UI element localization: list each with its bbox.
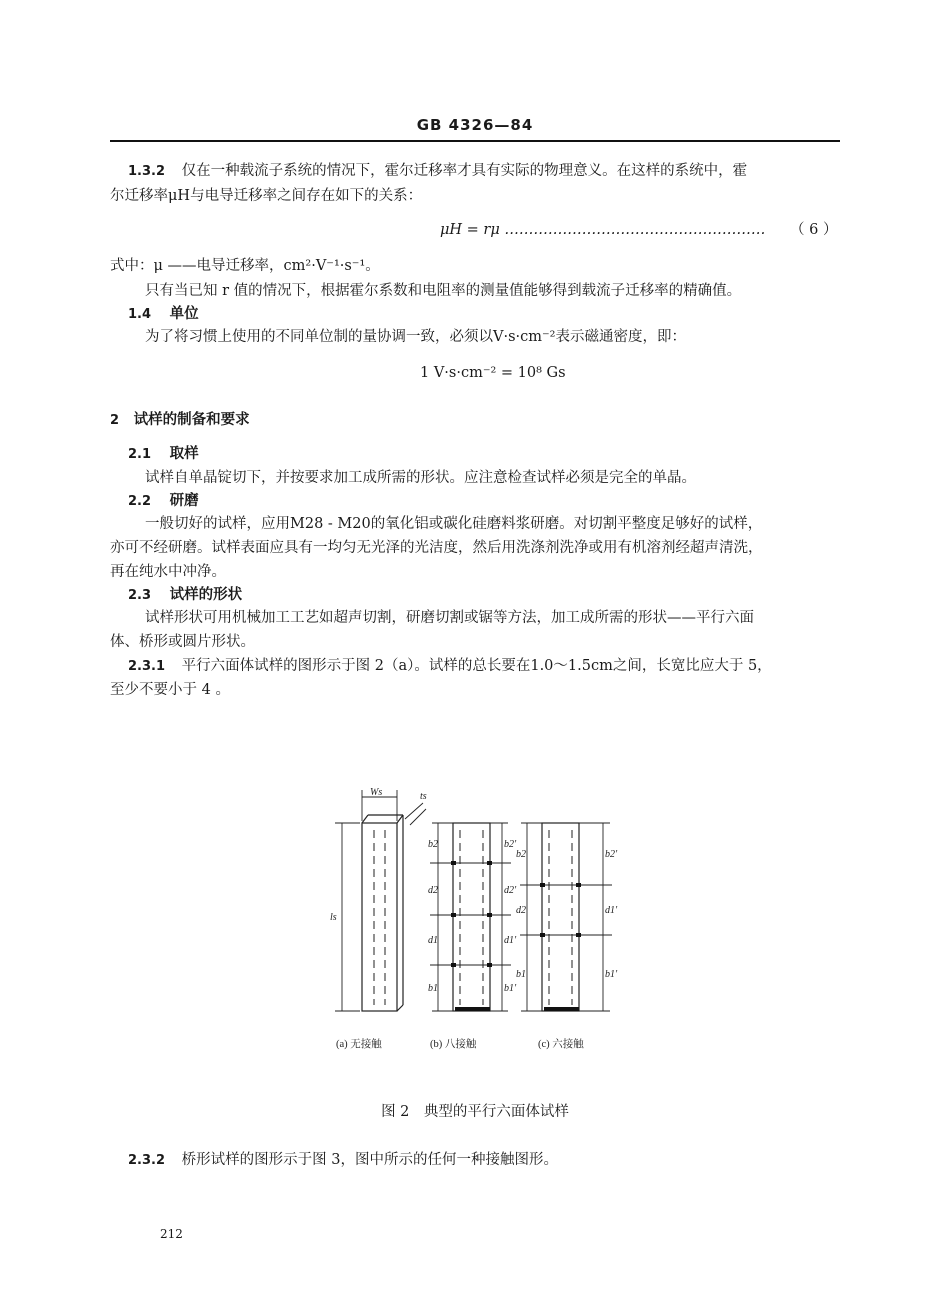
specimen-b-body: [453, 823, 490, 1011]
section-number: 2.2: [128, 494, 152, 509]
label-ts: ts: [420, 791, 427, 802]
label-b1: b1: [516, 969, 526, 980]
paragraph-line: 体、桥形或圆片形状。: [110, 634, 255, 650]
section-1-3-2: [128, 160, 747, 183]
section-2-3-1: [128, 655, 772, 678]
paragraph-line: 尔迁移率μH与电导迁移率之间存在如下的关系：: [110, 188, 423, 204]
paragraph-line: 一般切好的试样，应用M28 - M20的氧化铝或碳化硅磨料浆研磨。对切割平整度足够好的试样，: [145, 516, 763, 532]
section-number: 2.1: [128, 447, 152, 462]
label-ls: ls: [330, 912, 337, 923]
paragraph-line: 平行六面体试样的图形示于图 2（a）。试样的总长要在1.0～1.5cm之间，长宽比应大于 5，: [181, 658, 772, 674]
chapter-heading: [110, 409, 250, 432]
paragraph-line: 再在纯水中冲净。: [110, 564, 226, 580]
formula-number: （ 6 ）: [790, 222, 838, 238]
label-d2: d2: [428, 885, 438, 896]
section-heading: [128, 584, 242, 607]
formula-6: μH = rμ ………………………………………………: [440, 222, 766, 238]
section-heading: [128, 490, 199, 513]
paragraph-line: 试样形状可用机械加工工艺如超声切割，研磨切割或锯等方法，加工成所需的形状——平行六面: [145, 610, 754, 626]
label-b2: b2: [516, 849, 526, 860]
section-title: 试样的制备和要求: [133, 411, 250, 428]
paragraph-line: 亦可不经研磨。试样表面应具有一均匀无光泽的光洁度，然后用洗涤剂洗净或用有机溶剂经超声清洗，: [110, 540, 763, 556]
label-b1-prime: b1′: [504, 983, 517, 994]
caption-c: (c) 六接触: [538, 1039, 584, 1050]
page-number: 212: [160, 1227, 183, 1241]
section-number: 2.3.2: [128, 1153, 166, 1168]
unit-formula: 1 V·s·cm⁻² = 10⁸ Gs: [420, 365, 566, 381]
label-b1-prime: b1′: [605, 969, 618, 980]
label-b1: b1: [428, 983, 438, 994]
section-number: 2: [110, 413, 120, 428]
section-number: 1.3.2: [128, 164, 166, 179]
label-b2-prime: b2′: [605, 849, 618, 860]
section-title: 研磨: [169, 492, 199, 509]
caption-a: (a) 无接触: [336, 1039, 382, 1050]
figure-title: 图 2 典型的平行六面体试样: [381, 1104, 569, 1120]
paragraph-line: 桥形试样的图形示于图 3，图中所示的任何一种接触图形。: [181, 1152, 558, 1168]
section-number: 2.3.1: [128, 659, 166, 674]
section-number: 2.3: [128, 588, 152, 603]
label-b2: b2: [428, 839, 438, 850]
section-title: 试样的形状: [169, 586, 243, 603]
figure-2-specimens: [320, 785, 640, 1055]
section-title: 取样: [169, 445, 199, 462]
paragraph-line: 只有当已知 r 值的情况下，根据霍尔系数和电阻率的测量值能够得到载流子迁移率的精确值。: [145, 283, 742, 299]
section-title: 单位: [169, 305, 199, 322]
paragraph-line: 为了将习惯上使用的不同单位制的量协调一致，必须以V·s·cm⁻²表示磁通密度，即：: [145, 329, 686, 345]
section-number: 1.4: [128, 307, 152, 322]
standard-number: GB 4326—84: [416, 116, 534, 134]
label-d1: d1: [428, 935, 438, 946]
label-d1-prime: d1′: [504, 935, 517, 946]
specimen-c-body: [542, 823, 579, 1011]
label-d2: d2: [516, 905, 526, 916]
label-d2-prime: d2′: [504, 885, 517, 896]
paragraph-line: 仅在一种载流子系统的情况下，霍尔迁移率才具有实际的物理意义。在这样的系统中，霍: [181, 163, 748, 179]
formula-explanation: 式中：μ ——电导迁移率，cm²·V⁻¹·s⁻¹。: [110, 258, 380, 274]
section-2-3-2: [128, 1149, 558, 1172]
paragraph-line: 至少不要小于 4 。: [110, 682, 230, 698]
section-heading: [128, 303, 199, 326]
paragraph-line: 试样自单晶锭切下，并按要求加工成所需的形状。应注意检查试样必须是完全的单晶。: [145, 470, 696, 486]
specimen-a-body: [362, 823, 397, 1011]
section-heading: [128, 443, 199, 466]
label-b2-prime: b2′: [504, 839, 517, 850]
caption-b: (b) 八接触: [430, 1039, 477, 1050]
label-ws: Ws: [370, 787, 383, 798]
label-d1-prime: d1′: [605, 905, 618, 916]
header-rule: [110, 140, 840, 142]
